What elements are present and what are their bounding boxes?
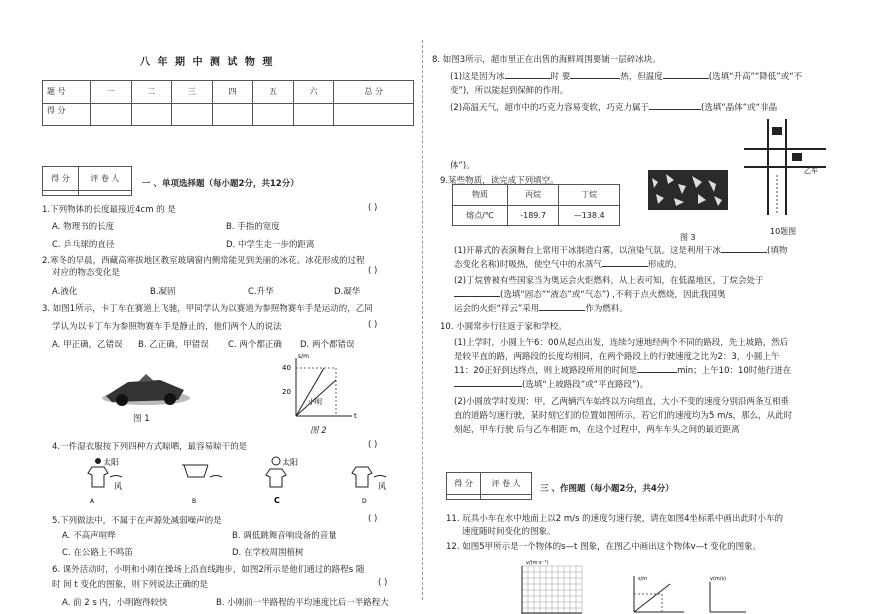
figure2-y20: 20 [282,388,291,396]
q5-option-a: A. 不高声喧哗 [62,531,116,541]
figure2-line-label: 小明 [308,398,322,406]
grader3-name-label: 评 卷 人 [481,473,532,495]
q10-p1: (1)上学时，小圆上午6：00从起点出发，连续匀速地经两个不同的路段，先上坡路，然后 [454,338,789,348]
table-header-butane: 丁烷 [559,185,620,206]
q4-wind-label-d: 风 [378,482,386,491]
figure2-y40: 40 [282,364,291,372]
score-header-cell: 五 [253,81,294,104]
score-header-cell: 一 [91,81,132,104]
q4-clothes-illustrations [70,455,400,507]
score-header-cell: 三 [172,81,213,104]
score-header-cell: 二 [131,81,172,104]
q4-label-b: B [192,498,197,505]
table-header-propane: 丙烷 [507,185,558,206]
q10-p4 [454,378,648,390]
grader-name-label: 评 卷 人 [78,167,131,191]
q8-line2c: 热，但温度 [620,72,663,82]
q12-line1: 12. 如图5甲所示是一个物体的s—t 图象，在图乙中画出这个物体v—t 变化的图象。 [446,542,762,552]
q1-option-c: C. 乒乓球的直径 [52,240,115,250]
q2-paren: ( ) [368,266,378,276]
q9-line1: 9.某些物质，读完成下列填空。 [440,176,559,186]
figure5-st-graph [624,572,694,614]
figure10-car-label: 乙车 [804,167,818,175]
q4-label-d: D [362,498,367,505]
grader-score-label: 得 分 [43,167,79,191]
q3-option-a: A. 甲正确，乙错误 [52,340,123,350]
q1-text: 1.下列物体的长度最接近4cm 的 是 [42,205,176,215]
figure3-ice-photo [648,170,728,210]
q6-line2: 时 间 t 变化的图象，则下列说法正确的是 [52,580,208,590]
q4-text: 4.一件湿衣服按下列四种方式晾晒，最容易晾干的是 [52,442,248,452]
q2-option-a: A.液化 [52,287,78,297]
q3-option-d: D. 两个都错误 [300,340,355,350]
q5-option-c: C. 在公路上不鸣笛 [62,548,133,558]
score-header-cell: 题 号 [43,81,91,104]
q8-line2a: (1)这是因为冰 [450,72,505,82]
grader3-score-label: 得 分 [447,473,481,495]
figure10-caption: 10题图 [770,227,797,236]
q10-p6: 直的道路匀速行驶，某时刻它们的位置如图所示，若它们的速度均为5 m/s，那么，从此时 [454,411,793,421]
q11-line1: 11. 玩具小车在水中地面上以2 m/s 的速度匀速行驶，请在如图4坐标系中画出此时小车的 [446,514,784,524]
q9-p1 [454,244,787,256]
q10-p3 [454,364,791,376]
grader-box [42,166,132,196]
q5-option-d: D. 在学校周围植树 [232,548,304,558]
section1-heading: 一 、单项选择题（每小题2分，共12分） [142,179,299,189]
figure2-st-graph [280,352,360,432]
q10-p5: (2)小圆放学时发现：甲，乙两辆汽车始终以方向组直，大小不变的速度分别沿两条互相垂 [454,397,790,407]
q4-label-c: C [274,496,280,505]
q3-option-b: B. 乙正确，甲错误 [138,340,209,350]
q3-paren: ( ) [368,320,378,330]
q1-option-d: D. 中学生走一步的距离 [226,240,315,250]
q6-option-b: B. 小刚前一半路程的平均速度比后一半路程大 [216,598,389,608]
q8-line4 [450,101,777,113]
figure2-caption: 图 2 [310,426,327,436]
q8-line2 [450,70,802,82]
q10-p3a: 11：20正好到达终点，则上坡路段所用的时间是 [454,366,638,376]
q9-p1d: 形成的。 [647,260,682,270]
q4-wind-label-a: 风 [114,482,122,491]
q6-option-a: A. 前 2 s 内，小明跑得较快 [62,598,168,608]
table-header-substance: 物质 [453,185,508,206]
melting-point-table [452,184,620,226]
q11-line2: 速度随时间变化的图象。 [462,527,556,537]
q6-paren: ( ) [378,578,388,588]
q4-sun-label-c: 太阳 [282,458,298,467]
q9-p2d: 作为燃料。 [585,304,628,314]
q5-option-b: B. 调低跳舞音响设备的音量 [232,531,337,541]
q9-p1-line2 [454,258,682,270]
figure2-xlabel: t [354,412,357,420]
q4-label-a: A [90,498,95,505]
q10-p3b: min；上午10：10时他行进在 [677,366,792,376]
q2-option-d: D.凝华 [334,287,361,297]
q3-line1: 3. 如图1所示，卡丁车在赛道上飞驰，甲同学认为以赛道为参照物赛车手是运动的，乙同 [42,304,373,314]
q9-p1b: (填物 [767,246,788,256]
q10-p4-text: (选填“上坡路段”或“平直路段”)。 [522,380,649,390]
score-row-label: 得 分 [43,103,91,126]
q8-line4a: (2)高温天气，超市中的巧克力容易变软，巧克力属于 [450,103,650,113]
q9-p2b: (选填“固态”“液态”或“气态”) ,不利于点火燃烧，因此我国奥 [500,290,726,300]
q10-p7: 刻起，甲车行驶 后与乙车相距 m，在这个过程中，两车车头之间的最近距离 [454,425,740,435]
q9-p2c: 运会的火炬“祥云”采用 [454,304,540,314]
q5-text: 5.下列做法中，不属于在声源处减弱噪声的是 [52,516,222,526]
table-cell-butane: —138.4 [559,205,620,226]
q9-p2a: (2)丁烷曾被有些国家当为奥运会火炬燃料，从上表可知，在低温地区，丁烷会处于 [454,276,764,286]
figure4-ylabel: v/(m·s⁻¹) [526,560,549,566]
q8-line5: 体”)。 [450,161,475,171]
figure5-vt-graph [700,572,750,614]
section3-heading: 三 、作图题（每小题2分，共4分） [540,484,674,494]
q9-p2-line3 [454,302,628,314]
table-cell-propane: -189.7 [507,205,558,226]
q8-line3: 变”)，所以能起到保鲜的作用。 [450,86,569,96]
q1-option-b: B. 手指的宽度 [226,222,280,232]
q1-option-a: A. 物理书的长度 [52,222,115,232]
page-title: 八 年 期 中 测 试 物 理 [140,57,275,68]
figure5b-ylabel: v(m/s) [710,576,727,582]
q4-clothes-b-icon [182,465,222,477]
q6-line1: 6. 课外活动时，小明和小刚在操场上沿直线跑步，如图2所示是他们通过的路程s 随 [52,565,365,575]
figure2-ylabel: s/m [298,353,309,360]
q1-paren: ( ) [368,203,378,213]
score-header-cell: 总 分 [334,81,414,104]
figure1-kart-image [98,372,194,408]
score-header-cell: 四 [212,81,253,104]
q10-line1: 10. 小圆常步行往返于家和学校。 [440,322,567,332]
table-row-label: 熔点/℃ [453,205,508,226]
q2-line1: 2.寒冬的早晨，西藏高寒拔地区教室玻璃窗内侧常能见到美丽的冰花。冰花形成的过程 [42,256,365,266]
q2-option-b: B.凝固 [150,287,176,297]
figure10-road-diagram [740,115,830,225]
q2-line2: 对应的物态变化是 [52,268,121,278]
q8-line4b: (选填“晶体”或“非晶 [701,103,778,113]
q2-option-c: C.升华 [248,287,274,297]
score-header-cell: 六 [293,81,334,104]
q4-paren: ( ) [368,440,378,450]
q3-line2: 学认为以卡丁车为参照物赛车手是静止的，他们两个人的说法 [52,322,282,332]
score-table [42,80,414,126]
figure1-caption: 图 1 [133,414,150,424]
q4-sun-label-a: 太阳 [103,458,119,467]
q10-p2: 是较平直的路，两路段的长度均相同，在两个路段上的行驶速度之比为2：3，小圆上午 [454,352,780,362]
q3-option-c: C. 两个都正确 [228,340,282,350]
q9-p2-line2 [454,288,725,300]
q5-paren: ( ) [368,514,378,524]
q9-p1c: 态变化名称)时吸热，使空气中的水蒸气 [454,260,602,270]
q8-line1: 8. 如图3所示，超市里正在出售的海鲜周围要铺一层碎冰块。 [432,55,661,65]
q9-p1a: (1)开幕式的表演舞台上常用干冰制造白雾，以渲染气氛。这是利用干冰 [454,246,722,256]
figure3-caption: 图 3 [680,233,696,242]
figure5-ylabel: s/m [638,576,648,582]
q8-line2b: 时 要 [550,72,571,82]
grader-box-section3 [446,472,532,500]
q8-line2d: (选填“升高”“降低”或“不 [708,72,803,82]
figure4-vt-grid [512,556,592,614]
column-divider [422,40,423,600]
